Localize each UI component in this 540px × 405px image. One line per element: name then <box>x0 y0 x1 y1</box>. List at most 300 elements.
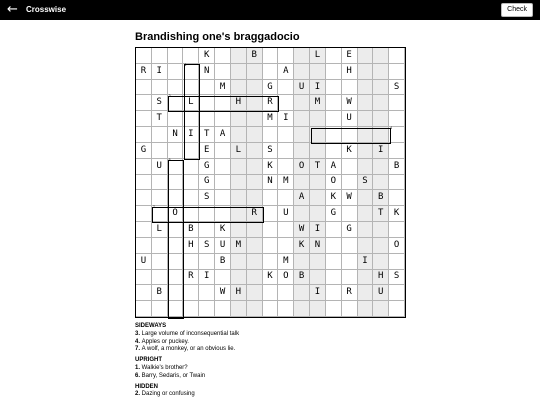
grid-cell[interactable] <box>247 175 263 191</box>
grid-cell[interactable] <box>342 270 358 286</box>
grid-cell[interactable] <box>168 206 184 222</box>
grid-cell[interactable] <box>358 190 374 206</box>
grid-cell[interactable] <box>215 301 231 317</box>
grid-cell[interactable] <box>247 127 263 143</box>
grid-cell[interactable] <box>247 301 263 317</box>
grid-cell[interactable] <box>136 254 152 270</box>
grid-cell[interactable] <box>136 285 152 301</box>
grid-cell[interactable] <box>278 175 294 191</box>
grid-cell[interactable] <box>231 80 247 96</box>
grid-cell[interactable] <box>136 222 152 238</box>
grid-cell[interactable] <box>358 111 374 127</box>
upright-clues <box>135 365 405 381</box>
grid-cell[interactable] <box>247 80 263 96</box>
clue-item[interactable] <box>135 373 405 381</box>
grid-cell[interactable] <box>183 285 199 301</box>
grid-cell[interactable] <box>389 270 405 286</box>
grid-cell[interactable] <box>326 175 342 191</box>
grid-cell[interactable] <box>326 48 342 64</box>
grid-cell[interactable] <box>310 48 326 64</box>
grid-cell[interactable] <box>358 301 374 317</box>
grid-cell[interactable] <box>373 127 389 143</box>
grid-cell[interactable] <box>263 64 279 80</box>
grid-cell[interactable] <box>358 270 374 286</box>
grid-cell[interactable] <box>294 222 310 238</box>
grid-cell[interactable] <box>263 285 279 301</box>
grid-cell[interactable] <box>373 175 389 191</box>
grid-cell[interactable] <box>263 175 279 191</box>
grid-cell[interactable] <box>389 159 405 175</box>
grid-cell[interactable] <box>373 238 389 254</box>
grid-cell[interactable] <box>373 143 389 159</box>
grid-cell[interactable] <box>136 206 152 222</box>
grid-cell[interactable] <box>231 48 247 64</box>
grid-cell[interactable] <box>136 80 152 96</box>
grid-cell[interactable] <box>373 301 389 317</box>
grid-cell[interactable] <box>278 222 294 238</box>
grid-cell[interactable] <box>215 127 231 143</box>
grid-cell[interactable] <box>199 111 215 127</box>
grid-cell[interactable] <box>136 111 152 127</box>
grid-cell[interactable] <box>373 48 389 64</box>
grid-cell[interactable] <box>136 143 152 159</box>
grid-cell[interactable] <box>326 95 342 111</box>
grid-cell[interactable] <box>263 111 279 127</box>
grid-cell[interactable] <box>168 222 184 238</box>
grid-cell[interactable] <box>215 95 231 111</box>
grid-cell[interactable] <box>263 254 279 270</box>
grid-cell[interactable] <box>294 175 310 191</box>
grid-cell[interactable] <box>247 48 263 64</box>
grid-cell[interactable] <box>215 270 231 286</box>
grid-cell[interactable] <box>183 301 199 317</box>
grid-cell[interactable] <box>389 111 405 127</box>
grid-cell[interactable] <box>358 95 374 111</box>
grid-cell[interactable] <box>373 270 389 286</box>
grid-cell[interactable] <box>326 285 342 301</box>
grid-cell[interactable] <box>231 206 247 222</box>
grid-cell[interactable] <box>358 64 374 80</box>
grid-cell[interactable] <box>183 190 199 206</box>
grid-cell[interactable] <box>247 254 263 270</box>
grid-cell[interactable] <box>136 190 152 206</box>
grid-cell[interactable] <box>183 159 199 175</box>
grid-cell[interactable] <box>136 159 152 175</box>
grid-cell[interactable] <box>342 175 358 191</box>
grid-cell[interactable] <box>231 270 247 286</box>
grid-cell[interactable] <box>215 175 231 191</box>
grid-cell[interactable] <box>294 254 310 270</box>
grid-cell[interactable] <box>168 143 184 159</box>
grid-cell[interactable] <box>278 143 294 159</box>
grid-cell[interactable] <box>168 95 184 111</box>
grid-cell[interactable] <box>215 143 231 159</box>
grid-cell[interactable] <box>168 175 184 191</box>
grid-cell[interactable] <box>136 48 152 64</box>
grid-cell[interactable] <box>183 206 199 222</box>
grid-cell[interactable] <box>247 95 263 111</box>
grid-cell[interactable] <box>294 80 310 96</box>
grid-cell[interactable] <box>326 206 342 222</box>
grid-cell[interactable] <box>310 95 326 111</box>
grid-cell[interactable] <box>310 190 326 206</box>
grid-cell[interactable] <box>231 175 247 191</box>
grid-cell[interactable] <box>310 175 326 191</box>
grid-cell[interactable] <box>294 64 310 80</box>
grid-cell[interactable] <box>358 175 374 191</box>
grid-cell[interactable] <box>389 254 405 270</box>
grid-cell[interactable] <box>152 206 168 222</box>
grid-cell[interactable] <box>342 238 358 254</box>
grid-cell[interactable] <box>247 206 263 222</box>
grid-cell[interactable] <box>152 111 168 127</box>
grid-cell[interactable] <box>231 159 247 175</box>
grid-cell[interactable] <box>168 127 184 143</box>
grid-cell[interactable] <box>168 285 184 301</box>
grid-cell[interactable] <box>294 111 310 127</box>
grid-cell[interactable] <box>199 270 215 286</box>
grid-cell[interactable] <box>247 159 263 175</box>
grid-cell[interactable] <box>342 206 358 222</box>
grid-cell[interactable] <box>247 111 263 127</box>
grid-cell[interactable] <box>358 254 374 270</box>
grid-cell[interactable] <box>152 159 168 175</box>
grid-cell[interactable] <box>389 64 405 80</box>
grid-cell[interactable] <box>231 111 247 127</box>
grid-cell[interactable] <box>294 301 310 317</box>
grid-cell[interactable] <box>358 127 374 143</box>
grid-cell[interactable] <box>231 301 247 317</box>
grid-cell[interactable] <box>152 143 168 159</box>
grid-cell[interactable] <box>183 254 199 270</box>
grid-cell[interactable] <box>136 270 152 286</box>
grid-cell[interactable] <box>342 80 358 96</box>
grid-cell[interactable] <box>199 80 215 96</box>
grid-cell[interactable] <box>310 80 326 96</box>
grid-cell[interactable] <box>310 222 326 238</box>
grid-cell[interactable] <box>152 48 168 64</box>
grid-cell[interactable] <box>263 159 279 175</box>
grid-cell[interactable] <box>231 238 247 254</box>
grid-cell[interactable] <box>263 95 279 111</box>
grid-cell[interactable] <box>389 190 405 206</box>
grid-cell[interactable] <box>358 238 374 254</box>
grid-cell[interactable] <box>199 301 215 317</box>
grid-cell[interactable] <box>373 222 389 238</box>
grid-cell[interactable] <box>278 206 294 222</box>
grid-cell[interactable] <box>199 64 215 80</box>
grid-cell[interactable] <box>278 48 294 64</box>
grid-cell[interactable] <box>263 80 279 96</box>
grid-cell[interactable] <box>389 95 405 111</box>
grid-cell[interactable] <box>310 270 326 286</box>
grid-cell[interactable] <box>247 285 263 301</box>
grid-cell[interactable] <box>231 64 247 80</box>
grid-cell[interactable] <box>183 64 199 80</box>
grid-cell[interactable] <box>215 285 231 301</box>
grid-cell[interactable] <box>373 80 389 96</box>
grid-cell[interactable] <box>168 238 184 254</box>
grid-cell[interactable] <box>358 206 374 222</box>
grid-cell[interactable] <box>294 127 310 143</box>
back-arrow-icon[interactable]: ← <box>7 2 18 17</box>
grid-cell[interactable] <box>294 48 310 64</box>
grid-cell[interactable] <box>263 127 279 143</box>
grid-cell[interactable] <box>215 111 231 127</box>
grid-cell[interactable] <box>278 80 294 96</box>
grid-cell[interactable] <box>389 175 405 191</box>
grid-cell[interactable] <box>215 254 231 270</box>
grid-cell[interactable] <box>358 285 374 301</box>
grid-cell[interactable] <box>168 254 184 270</box>
grid-cell[interactable] <box>263 143 279 159</box>
grid-cell[interactable] <box>247 270 263 286</box>
grid-cell[interactable] <box>199 175 215 191</box>
grid-cell[interactable] <box>183 143 199 159</box>
grid-cell[interactable] <box>183 222 199 238</box>
grid-cell[interactable] <box>310 206 326 222</box>
grid-cell[interactable] <box>342 301 358 317</box>
grid-cell[interactable] <box>342 64 358 80</box>
grid-cell[interactable] <box>310 111 326 127</box>
grid-cell[interactable] <box>389 127 405 143</box>
grid-cell[interactable] <box>294 159 310 175</box>
grid-cell[interactable] <box>358 48 374 64</box>
grid-cell[interactable] <box>342 159 358 175</box>
grid-cell[interactable] <box>199 190 215 206</box>
grid-cell[interactable] <box>168 159 184 175</box>
grid-cell[interactable] <box>199 143 215 159</box>
grid-cell[interactable] <box>294 206 310 222</box>
grid-cell[interactable] <box>373 111 389 127</box>
grid-cell[interactable] <box>199 206 215 222</box>
grid-cell[interactable] <box>215 222 231 238</box>
grid-cell[interactable] <box>215 190 231 206</box>
grid-cell[interactable] <box>294 143 310 159</box>
grid-cell[interactable] <box>278 270 294 286</box>
grid-cell[interactable] <box>215 80 231 96</box>
grid-cell[interactable] <box>199 159 215 175</box>
grid-cell[interactable] <box>183 48 199 64</box>
grid-cell[interactable] <box>326 111 342 127</box>
grid-cell[interactable] <box>183 238 199 254</box>
grid-cell[interactable] <box>326 238 342 254</box>
grid-cell[interactable] <box>310 301 326 317</box>
grid-cell[interactable] <box>278 95 294 111</box>
grid-cell[interactable] <box>373 254 389 270</box>
grid-cell[interactable] <box>183 80 199 96</box>
grid-cell[interactable] <box>342 143 358 159</box>
grid-cell[interactable] <box>136 175 152 191</box>
grid-cell[interactable] <box>215 206 231 222</box>
cell-letter: R <box>267 97 273 108</box>
grid-cell[interactable] <box>263 206 279 222</box>
grid-cell[interactable] <box>215 238 231 254</box>
grid-cell[interactable] <box>215 48 231 64</box>
clue-item[interactable] <box>135 365 405 373</box>
grid-cell[interactable] <box>152 190 168 206</box>
grid-cell[interactable] <box>199 254 215 270</box>
grid-cell[interactable] <box>310 254 326 270</box>
grid-cell[interactable] <box>326 64 342 80</box>
clue-item[interactable] <box>135 339 405 347</box>
grid-cell[interactable] <box>168 190 184 206</box>
grid-cell[interactable] <box>373 285 389 301</box>
grid-cell[interactable] <box>389 143 405 159</box>
grid-cell[interactable] <box>310 64 326 80</box>
grid-cell[interactable] <box>152 127 168 143</box>
grid-cell[interactable] <box>231 127 247 143</box>
grid-cell[interactable] <box>389 222 405 238</box>
grid-cell[interactable] <box>231 222 247 238</box>
grid-cell[interactable] <box>326 301 342 317</box>
grid-cell[interactable] <box>247 238 263 254</box>
grid-cell[interactable] <box>152 175 168 191</box>
grid-cell[interactable] <box>342 285 358 301</box>
grid-cell[interactable] <box>136 127 152 143</box>
grid-cell[interactable] <box>294 95 310 111</box>
grid-cell[interactable] <box>326 254 342 270</box>
grid-cell[interactable] <box>358 222 374 238</box>
grid-cell[interactable] <box>231 143 247 159</box>
clue-item[interactable] <box>135 346 405 354</box>
grid-cell[interactable] <box>278 111 294 127</box>
grid-cell[interactable] <box>199 95 215 111</box>
grid-cell[interactable] <box>389 285 405 301</box>
grid-cell[interactable] <box>294 190 310 206</box>
grid-cell[interactable] <box>199 222 215 238</box>
grid-cell[interactable] <box>215 159 231 175</box>
grid-cell[interactable] <box>231 285 247 301</box>
grid-cell[interactable] <box>294 238 310 254</box>
grid-cell[interactable] <box>247 190 263 206</box>
grid-cell[interactable] <box>389 238 405 254</box>
grid-cell[interactable] <box>136 64 152 80</box>
grid-cell[interactable] <box>263 301 279 317</box>
grid-cell[interactable] <box>152 285 168 301</box>
grid-cell[interactable] <box>278 190 294 206</box>
grid-cell[interactable] <box>231 254 247 270</box>
grid-cell[interactable] <box>389 206 405 222</box>
grid-cell[interactable] <box>278 301 294 317</box>
grid-cell[interactable] <box>263 48 279 64</box>
grid-cell[interactable] <box>326 222 342 238</box>
grid-cell[interactable] <box>373 190 389 206</box>
grid-cell[interactable] <box>168 111 184 127</box>
grid-cell[interactable] <box>342 222 358 238</box>
grid-cell[interactable] <box>342 190 358 206</box>
grid-cell[interactable] <box>326 143 342 159</box>
clue-item[interactable] <box>135 391 405 399</box>
grid-cell[interactable] <box>326 270 342 286</box>
clue-item[interactable] <box>135 331 405 339</box>
grid-cell[interactable] <box>310 143 326 159</box>
grid-cell[interactable] <box>373 159 389 175</box>
grid-cell[interactable] <box>136 301 152 317</box>
grid-cell[interactable] <box>152 95 168 111</box>
grid-cell[interactable] <box>152 64 168 80</box>
grid-cell[interactable] <box>231 95 247 111</box>
grid-cell[interactable] <box>152 80 168 96</box>
cell-letter: L <box>188 97 194 108</box>
grid-cell[interactable] <box>278 64 294 80</box>
grid-cell[interactable] <box>373 95 389 111</box>
grid-cell[interactable] <box>278 159 294 175</box>
check-button[interactable]: Check <box>501 3 533 17</box>
grid-cell[interactable] <box>152 301 168 317</box>
grid-cell[interactable] <box>199 48 215 64</box>
grid-cell[interactable] <box>136 238 152 254</box>
grid-cell[interactable] <box>263 270 279 286</box>
grid-cell[interactable] <box>310 285 326 301</box>
grid-cell[interactable] <box>168 62 187 80</box>
grid-cell[interactable] <box>310 238 326 254</box>
grid-cell[interactable] <box>326 80 342 96</box>
grid-cell[interactable] <box>389 48 405 64</box>
grid-cell[interactable] <box>358 159 374 175</box>
grid-cell[interactable] <box>199 285 215 301</box>
grid-cell[interactable] <box>373 206 389 222</box>
grid-cell[interactable] <box>168 270 184 286</box>
grid-cell[interactable] <box>342 48 358 64</box>
grid-cell[interactable] <box>215 64 231 80</box>
grid-cell[interactable] <box>247 143 263 159</box>
grid-cell[interactable] <box>278 127 294 143</box>
grid-cell[interactable] <box>342 254 358 270</box>
grid-cell[interactable] <box>152 254 168 270</box>
grid-cell[interactable] <box>389 80 405 96</box>
grid-cell[interactable] <box>342 95 358 111</box>
grid-cell[interactable] <box>199 238 215 254</box>
grid-cell[interactable] <box>168 301 184 317</box>
grid-cell[interactable] <box>152 270 168 286</box>
grid-cell[interactable] <box>199 127 215 143</box>
grid-cell[interactable] <box>310 127 326 143</box>
grid-cell[interactable] <box>326 190 342 206</box>
grid-cell[interactable] <box>310 159 326 175</box>
grid-cell[interactable] <box>278 254 294 270</box>
grid-cell[interactable] <box>342 111 358 127</box>
grid-cell[interactable] <box>263 222 279 238</box>
grid-cell[interactable] <box>278 285 294 301</box>
grid-cell[interactable] <box>183 175 199 191</box>
grid-cell[interactable] <box>342 127 358 143</box>
grid-cell[interactable] <box>168 80 184 96</box>
grid-cell[interactable] <box>136 95 152 111</box>
grid-cell[interactable] <box>247 64 263 80</box>
grid-cell[interactable] <box>373 64 389 80</box>
grid-cell[interactable] <box>183 127 199 143</box>
grid-cell[interactable] <box>168 48 184 64</box>
grid-cell[interactable] <box>183 111 199 127</box>
grid-cell[interactable] <box>152 222 168 238</box>
grid-cell[interactable] <box>358 143 374 159</box>
grid-cell[interactable] <box>294 285 310 301</box>
grid-cell[interactable] <box>247 222 263 238</box>
grid-cell[interactable] <box>294 270 310 286</box>
grid-cell[interactable] <box>389 301 405 317</box>
grid-cell[interactable] <box>263 190 279 206</box>
grid-cell[interactable] <box>183 270 199 286</box>
grid-cell[interactable] <box>183 95 199 111</box>
grid-cell[interactable] <box>152 238 168 254</box>
grid-cell[interactable] <box>263 238 279 254</box>
grid-cell[interactable] <box>326 159 342 175</box>
grid-cell[interactable] <box>358 80 374 96</box>
grid-cell[interactable] <box>326 127 342 143</box>
grid-cell[interactable] <box>231 190 247 206</box>
grid-cell[interactable] <box>278 238 294 254</box>
